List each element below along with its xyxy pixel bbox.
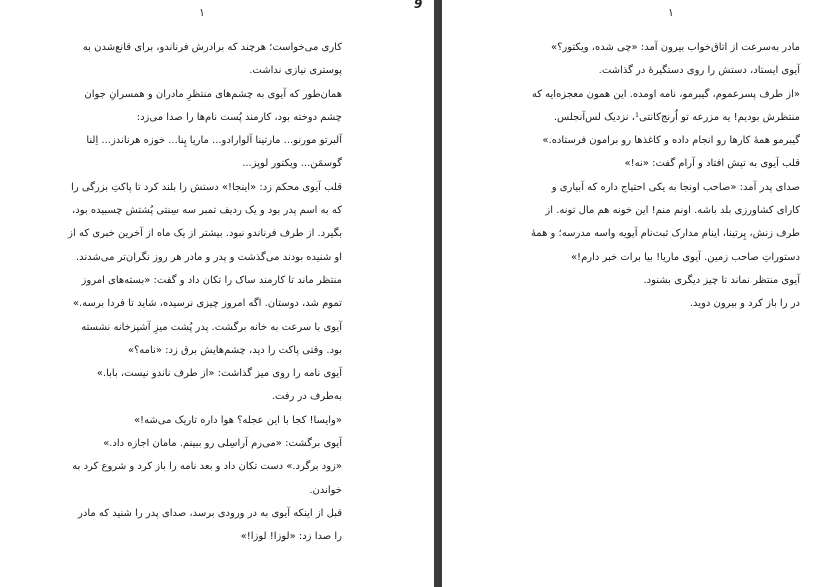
text-line: «وایسا! کجا با این عجله؟ هوا داره تاریک می‌شه!»: [133, 414, 342, 426]
text-line: آیوی منتظر نماند تا چیز دیگری بشنود.: [643, 274, 800, 286]
text-line: کارای کشاورزی بلد باشه. اونم منم! این خونه هم مال تونه. از: [545, 205, 800, 217]
spine-mark: 9: [414, 0, 423, 11]
text-line: آیوی ایستاد، دستش را روی دستگیرهٔ در گذاشت.: [598, 65, 800, 77]
text-line: «زود برگرد.» دست تکان داد و بعد نامه را باز کرد و شروع کرد به: [72, 461, 342, 473]
text-line: خواندن.: [309, 484, 342, 496]
text-line: پوستری نیازی نداشت.: [249, 65, 342, 77]
left-page-number: ۱: [199, 6, 205, 19]
text-line: منتظرش بودیم! یه مزرعه تو اُرنج‌کانتی¹، نزدیک لس‌آنجلس.: [553, 111, 800, 123]
text-line: را صدا زد: «لوزا! لوزا!»: [240, 531, 342, 543]
text-line: قلب آیوی محکم زد: «اینجا!» دستش را بلند کرد تا پاکتِ بزرگی را: [71, 181, 342, 193]
text-line: آیوی با سرعت به خانه برگشت. پدر پُشت میزِ آشپزخانه نشسته: [81, 321, 342, 333]
text-line: دستوراتِ صاحب زمین. آیوی ماریا! بیا برات خبر دارم!»: [570, 251, 800, 263]
text-line: گیبرمو همهٔ کارها رو انجام داده و کاغذها رو برامون فرستاده.»: [542, 135, 800, 147]
text-line: آیوی نامه را روی میز گذاشت: «از طرف ناندو نیست، بابا.»: [96, 368, 342, 380]
text-line: گوسمَن... ویکتور لوپز...: [242, 158, 342, 170]
text-line: در را باز کرد و بیرون دوید.: [689, 298, 800, 310]
text-line: مادر به‌سرعت از اتاق‌خواب بیرون آمد: «چی شده، ویکتور؟»: [550, 42, 800, 53]
text-line: طرف زنش، پِرتینا، اینام مدارک ثبت‌نام آیویه واسه مدرسه؛ و همهٔ: [530, 228, 800, 240]
text-line: او شنیده بودند می‌گذشت و پدر و مادر هر روز نگران‌تر می‌شدند.: [75, 251, 342, 263]
text-line: صدای پدر آمد: «صاحب اونجا به یکی احتیاج داره که آبیاری و: [551, 181, 800, 193]
text-line: آلبرتو مورنو... مارتینا آلوارادو... ماریا پِنا... خوزه هرناندز... اِلنا: [86, 135, 342, 147]
text-line: بگیرد. از طرف فرناندو نبود. بیشتر از یک ماه از آخرین خبری که از: [68, 228, 342, 240]
text-line: کاری می‌خواست؛ هرچند که برادرش فرناندو، برای قانع‌شدن به: [82, 42, 342, 53]
left-page-text: [68, 36, 342, 549]
text-line: تموم شد، دوستان. اگه امروز چیزی نرسیده، شاید تا فردا برسه.»: [72, 298, 342, 310]
text-line: چشم دوخته بود، کارمند پُست نام‌ها را صدا می‌زد:: [136, 111, 342, 123]
text-line: قبل از اینکه آیوی به در ورودی برسد، صدای پدر را شنید که مادر: [78, 507, 342, 519]
text-line: بود. وقتی پاکت را دید، چشم‌هایش برق زد: «نامه؟»: [127, 344, 342, 356]
right-page-number: ۱: [668, 6, 674, 19]
text-line: که به اسم پدر بود و یک ردیف تمبر سه سِنتی پُشتش چسبیده بود،: [72, 205, 342, 217]
text-line: آیوی برگشت: «می‌رم آراسِلی رو ببینم. مامان اجازه داد.»: [103, 438, 342, 450]
right-page-text: [530, 36, 800, 316]
right-page: [442, 0, 834, 587]
text-line: همان‌طور که آیوی به چشم‌های منتظرِ مادران و همسرانِ جوان: [84, 88, 342, 100]
text-line: به‌طرف در رفت.: [271, 391, 342, 403]
text-line: قلب آیوی به تپش افتاد و آرام گفت: «نه!»: [624, 158, 800, 170]
text-line: «از طرف پسرعموم، گیبرمو، نامه اومده. این همون معجزه‌ایه که: [531, 88, 800, 100]
text-line: منتظر ماند تا کارمند ساک را تکان داد و گفت: «بسته‌های امروز: [81, 274, 342, 286]
book-spine: [434, 0, 442, 587]
